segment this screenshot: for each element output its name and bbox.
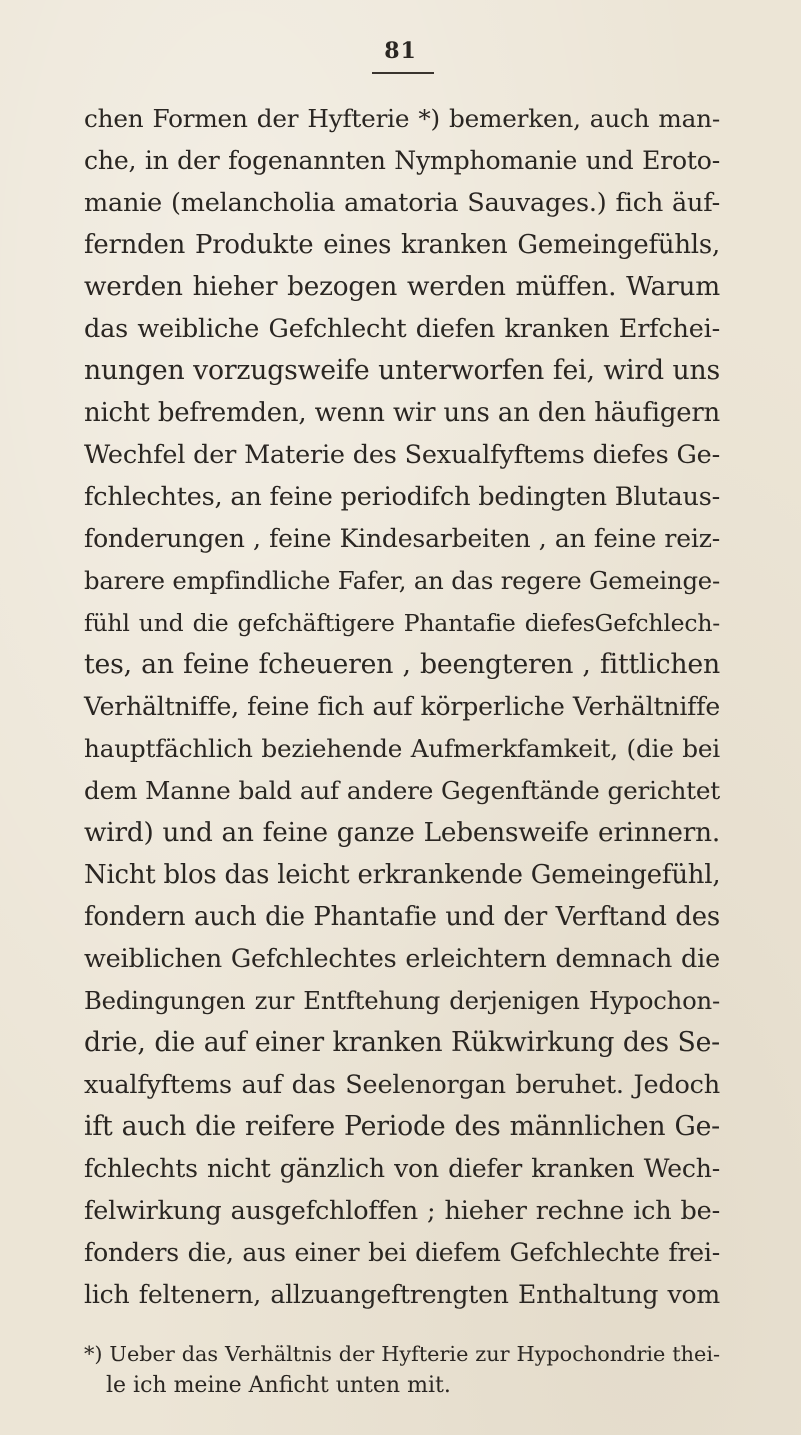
text-line: manie (melancholia amatoria Sauvages.) fich äuf- — [84, 188, 720, 218]
text-line: lich feltenern, allzuangeftrengten Enthaltung vom — [84, 1280, 720, 1309]
text-line: xualfyftems auf das Seelenorgan beruhet. Jedoch — [84, 1070, 720, 1100]
text-line: das weibliche Gefchlecht diefen kranken Erfchei- — [84, 314, 720, 344]
text-line: felwirkung ausgefchloffen ; hieher rechne ich be- — [84, 1196, 720, 1226]
text-line: hauptfächlich beziehende Aufmerkfamkeit, (die bei — [84, 734, 720, 763]
text-line: chen Formen der Hyfterie *) bemerken, auch man- — [84, 104, 720, 133]
text-line: Bedingungen zur Entftehung derjenigen Hypochon- — [84, 986, 720, 1015]
text-line: barere empfindliche Fafer, an das regere Gemeinge- — [84, 566, 720, 595]
text-line: fonderungen , feine Kindesarbeiten , an feine reiz- — [84, 524, 720, 553]
text-line: nicht befremden, wenn wir uns an den häufigern — [84, 398, 720, 428]
text-line: fchlechtes, an feine periodifch bedingten Blutaus- — [84, 482, 721, 512]
text-line: ift auch die reifere Periode des männlichen Ge- — [84, 1111, 720, 1142]
text-line: weiblichen Gefchlechtes erleichtern demnach die — [84, 944, 720, 974]
text-line: Verhältniffe, feine fich auf körperliche Verhältniffe — [84, 692, 720, 721]
text-line: fchlechts nicht gänzlich von diefer kranken Wech- — [84, 1154, 720, 1183]
text-line: fondern auch die Phantafie und der Verftand des — [84, 902, 720, 932]
page-number: 81 — [384, 38, 417, 64]
text-line: che, in der fogenannten Nymphomanie und Eroto- — [84, 146, 720, 175]
text-line: Nicht blos das leicht erkrankende Gemeingefühl, — [84, 860, 721, 890]
text-line: dem Manne bald auf andere Gegenftände gerichtet — [84, 776, 720, 805]
text-line: tes, an feine fcheueren , beengteren , fittlichen — [84, 649, 720, 680]
footnote-line: *) Ueber das Verhältnis der Hyfterie zur Hypochondrie thei- — [84, 1342, 720, 1366]
text-line: drie, die auf einer kranken Rükwirkung des Se- — [84, 1027, 720, 1058]
header-rule — [372, 72, 434, 74]
text-line: wird) und an feine ganze Lebensweife erinnern. — [84, 818, 720, 848]
text-line: fühl und die gefchäftigere Phantafie diefesGefchlech- — [84, 609, 720, 637]
text-line: fernden Produkte eines kranken Gemeingefühls, — [84, 230, 720, 260]
text-line: fonders die, aus einer bei diefem Gefchlechte frei- — [84, 1238, 720, 1267]
footnote-line: le ich meine Anficht unten mit. — [106, 1373, 451, 1398]
text-line: nungen vorzugsweife unterworfen fei, wird uns — [84, 355, 720, 386]
text-line: werden hieher bezogen werden müffen. Warum — [84, 272, 720, 302]
text-line: Wechfel der Materie des Sexualfyftems diefes Ge- — [84, 440, 720, 470]
